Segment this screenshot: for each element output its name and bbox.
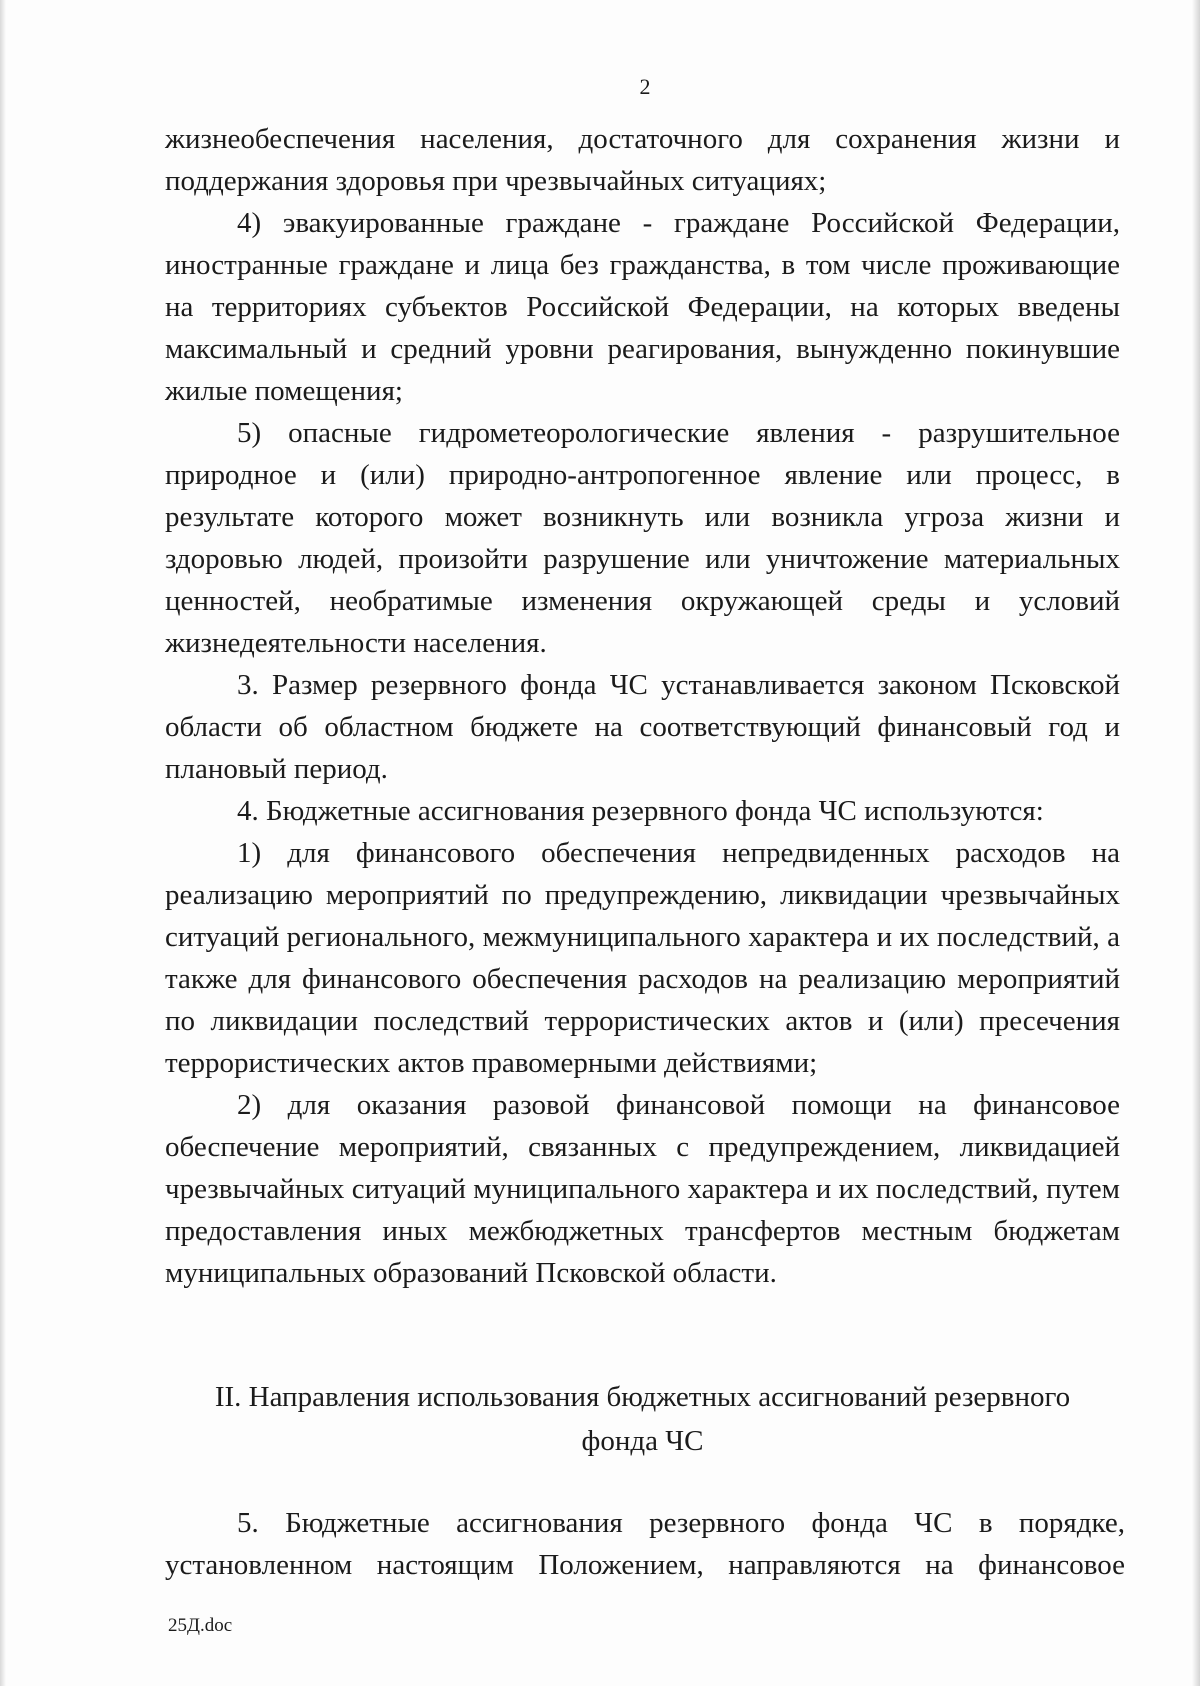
section-heading [165,1375,1120,1463]
paragraph-5: 5. Бюджетные ассигнования резервного фонда ЧС в порядке, установленном настоящим Положением, направляются на финансовое [165,1507,1125,1581]
paragraph-4-item-1: 1) для финансового обеспечения непредвиденных расходов на реализацию мероприятий по предупреждению, ликвидации чрезвычайных ситуаций регионального, межмуниципального характера и их последствий, а также для финансового обеспечения расходов на реализацию мероприятий по ликвидации последствий террористических актов и (или) пресечения террористических актов правомерными действиями; [165,837,1120,1079]
scan-edge-left [0,0,6,1686]
section-5 [165,1502,1125,1586]
paragraph-4-item-2: 2) для оказания разовой финансовой помощи на финансовое обеспечение мероприятий, связанных с предупреждением, ликвидацией чрезвычайных ситуаций муниципального характера и их последствий, путем предоставления иных межбюджетных трансфертов местным бюджетам муниципальных образований Псковской области. [165,1089,1120,1289]
scan-edge-right [1192,0,1200,1686]
document-body [165,118,1120,1294]
paragraph-item-5: 5) опасные гидрометеорологические явления - разрушительное природное и (или) природно-антропогенное явление или процесс, в результате которого может возникнуть или возникла угроза жизни и здоровью людей, произойти разрушение или уничтожение материальных ценностей, необратимые изменения окружающей среды и условий жизнедеятельности населения. [165,417,1120,659]
page-number: 2 [639,74,651,99]
paragraph-item-4: 4) эвакуированные граждане - граждане Российской Федерации, иностранные граждане и лица без гражданства, в том числе проживающие на территориях субъектов Российской Федерации, на которых введены максимальный и средний уровни реагирования, вынужденно покинувшие жилые помещения; [165,207,1120,407]
paragraph-continuation: жизнеобеспечения населения, достаточного для сохранения жизни и поддержания здоровья при чрезвычайных ситуациях; [165,123,1120,197]
paragraph-4: 4. Бюджетные ассигнования резервного фонда ЧС используются: [237,795,1044,827]
section-heading-line-2: фонда ЧС [581,1425,704,1457]
paragraph-3: 3. Размер резервного фонда ЧС устанавливается законом Псковской области об областном бюджете на соответствующий финансовый год и плановый период. [165,669,1120,785]
section-heading-line-1: II. Направления использования бюджетных ассигнований резервного [214,1381,1071,1413]
footer-filename: 25Д.doc [168,1615,233,1636]
